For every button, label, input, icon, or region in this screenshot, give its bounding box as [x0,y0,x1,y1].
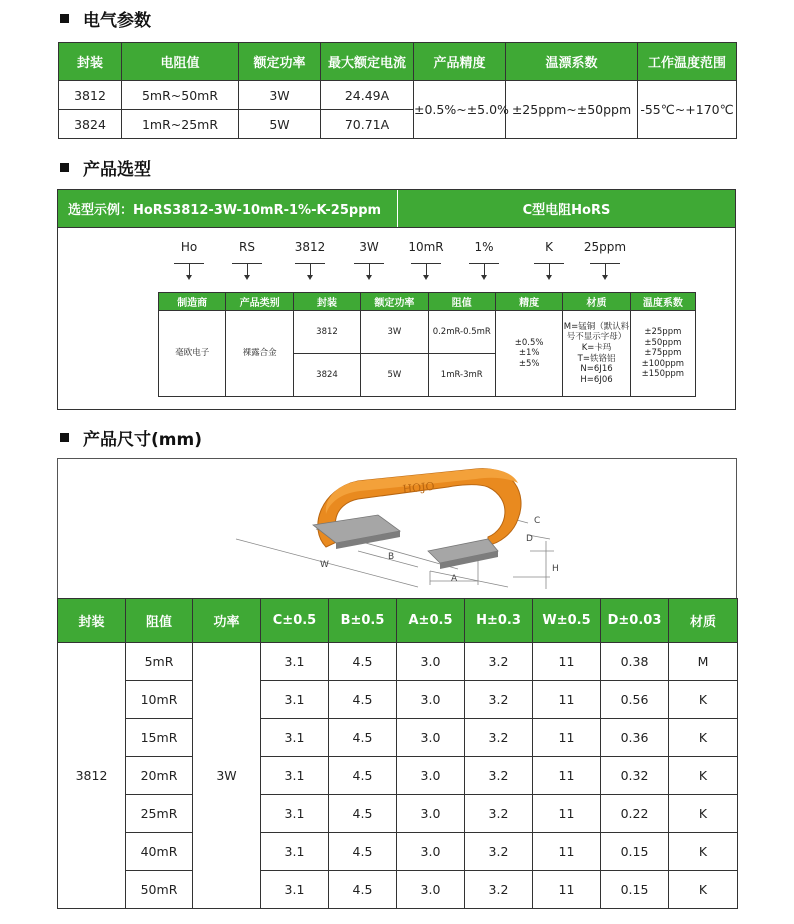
header-cell: A±0.5 [397,599,465,643]
table-cell: 3.1 [261,681,329,719]
table-cell: 24.49A [321,81,414,110]
bullet-square-icon [60,163,69,172]
table-cell: 4.5 [329,757,397,795]
arrow-down-icon [426,264,427,276]
header-cell: 材质 [563,293,630,311]
table-cell: 11 [533,643,601,681]
arrow-down-icon [369,264,370,276]
table-cell: 25mR [126,795,193,833]
code-segment [575,240,635,276]
table-row [58,681,738,719]
table-cell: 3.2 [465,871,533,909]
table-row [58,833,738,871]
arrow-down-icon [310,264,311,276]
tcr-list-cell [630,311,695,397]
table-row [58,757,738,795]
header-cell: 精度 [495,293,562,311]
table-cell: 3.2 [465,719,533,757]
precision-list-cell [495,311,562,397]
code-text: 25ppm [583,240,627,254]
dimensions-table [57,598,738,909]
table-cell: 40mR [126,833,193,871]
table-cell: 0.32 [601,757,669,795]
table-cell: 1mR-3mR [428,354,495,397]
dim-label-b: B [388,552,395,562]
table-cell: 11 [533,757,601,795]
list-item: ±150ppm [641,369,685,380]
table-cell: 3.2 [465,757,533,795]
table-cell: 3W [361,311,428,354]
arrow-down-icon [247,264,248,276]
table-cell: 0.56 [601,681,669,719]
material-list-cell [563,311,630,397]
section-title-selection [60,155,151,180]
header-cell: 工作温度范围 [638,43,737,81]
table-cell: 0.22 [601,795,669,833]
header-cell: 电阻值 [122,43,239,81]
arrow-down-icon [605,264,606,276]
code-segment [454,240,514,276]
selection-guide-box [57,189,736,410]
table-cell: 10mR [126,681,193,719]
table-cell: 0.15 [601,871,669,909]
table-cell: K [669,757,738,795]
header-cell: 温度系数 [630,293,695,311]
table-cell: K [669,871,738,909]
table-header-row [59,43,737,81]
table-cell: 0.2mR-0.5mR [428,311,495,354]
table-cell: 5mR~50mR [122,81,239,110]
header-cell: 额定功率 [361,293,428,311]
code-segment [396,240,456,276]
header-cell: 封装 [59,43,122,81]
code-segment [519,240,579,276]
list-item: M=锰铜（默认料号不显示字母）K=卡玛 [563,321,630,353]
section-title-text: 产品选型 [83,160,151,180]
table-cell: 20mR [126,757,193,795]
temp-range-cell: -55℃~+170℃ [638,81,737,139]
table-cell: 11 [533,871,601,909]
table-cell: 11 [533,795,601,833]
dim-label-c: C [534,516,541,526]
table-cell: 0.38 [601,643,669,681]
header-cell: 最大额定电流 [321,43,414,81]
table-cell: 3.0 [397,871,465,909]
table-cell: 3.0 [397,795,465,833]
list-item: ±50ppm [644,337,682,348]
table-cell: 3.1 [261,871,329,909]
power-cell: 3W [193,643,261,909]
table-cell: 3.1 [261,795,329,833]
table-cell: 4.5 [329,833,397,871]
table-cell: 15mR [126,719,193,757]
table-cell: 3812 [59,81,122,110]
header-cell: D±0.03 [601,599,669,643]
table-cell: K [669,833,738,871]
header-cell: W±0.5 [533,599,601,643]
table-cell: K [669,681,738,719]
list-item: ±5% [518,358,540,369]
code-segment [159,240,219,276]
table-cell: 50mR [126,871,193,909]
header-cell: 温漂系数 [506,43,638,81]
header-cell: 产品精度 [414,43,506,81]
selection-type-label: C型电阻HoRS [522,203,611,218]
table-row [58,643,738,681]
dimension-diagram-box [57,458,737,598]
list-item: ±0.5% [514,337,544,348]
table-cell: 3.0 [397,833,465,871]
code-text: 3812 [294,240,326,254]
dim-label-a: A [451,574,458,584]
table-cell: 3W [239,81,321,110]
table-cell: 4.5 [329,871,397,909]
category-cell: 裸露合金 [226,311,293,397]
table-cell: 5W [361,354,428,397]
dim-label-d: D [526,534,533,544]
maker-cell: 毫欧电子 [159,311,226,397]
header-cell: B±0.5 [329,599,397,643]
list-item: T=铁铬铝 [577,353,616,364]
header-cell: 封装 [293,293,360,311]
code-text: 1% [474,240,494,254]
table-cell: 3.0 [397,681,465,719]
selection-header [58,190,735,228]
package-cell: 3812 [58,643,126,909]
table-cell: 3.2 [465,681,533,719]
header-cell: 制造商 [159,293,226,311]
section-title-electrical [60,6,151,31]
table-cell: 3.2 [465,833,533,871]
table-row [58,795,738,833]
table-cell: 4.5 [329,795,397,833]
table-cell: 3.0 [397,719,465,757]
list-item: ±100ppm [641,358,685,369]
code-text: K [545,240,553,254]
arrow-down-icon [189,264,190,276]
table-row [59,81,737,110]
table-cell: 3812 [293,311,360,354]
table-cell: 11 [533,681,601,719]
table-row [58,871,738,909]
table-cell: 4.5 [329,719,397,757]
table-cell: 3.2 [465,643,533,681]
section-title-dimensions [60,425,202,450]
table-cell: 11 [533,833,601,871]
bullet-square-icon [60,14,69,23]
table-cell: 3.1 [261,757,329,795]
part-code-breakdown [58,240,735,290]
header-cell: 产品类别 [226,293,293,311]
header-cell: 封装 [58,599,126,643]
table-cell: 3.0 [397,757,465,795]
tcr-cell: ±25ppm~±50ppm [506,81,638,139]
header-cell: C±0.5 [261,599,329,643]
list-item: ±1% [518,348,540,359]
code-text: RS [239,240,255,254]
code-segment [280,240,340,276]
table-row [159,311,696,354]
table-cell: 3.2 [465,795,533,833]
table-cell: 3.1 [261,643,329,681]
list-item: ±25ppm [644,326,682,337]
selection-example: 选型示例：HoRS3812-3W-10mR-1%-K-25ppm [58,190,398,227]
table-cell: 70.71A [321,110,414,139]
table-cell: 5mR [126,643,193,681]
header-cell: 材质 [669,599,738,643]
bullet-square-icon [60,433,69,442]
header-cell: 阻值 [428,293,495,311]
code-text: 10mR [408,240,444,254]
table-cell: 11 [533,719,601,757]
table-cell: K [669,719,738,757]
code-text: Ho [180,240,198,254]
section-title-text: 电气参数 [83,11,151,31]
table-cell: M [669,643,738,681]
code-text: 3W [359,240,379,254]
section-title-text: 产品尺寸(mm) [83,430,202,450]
table-cell: 4.5 [329,643,397,681]
arrow-down-icon [484,264,485,276]
resistor-dimension-diagram [58,459,738,599]
code-segment [217,240,277,276]
code-segment [339,240,399,276]
header-cell: 额定功率 [239,43,321,81]
dim-label-h: H [552,564,559,574]
table-cell: K [669,795,738,833]
table-cell: 3824 [59,110,122,139]
selection-table [158,292,696,397]
electrical-params-table [58,42,737,139]
precision-cell: ±0.5%~±5.0% [414,81,506,139]
dim-label-w: W [320,560,329,570]
table-header-row [58,599,738,643]
list-item: ±75ppm [644,348,682,359]
table-cell: 5W [239,110,321,139]
table-cell: 1mR~25mR [122,110,239,139]
table-header-row [159,293,696,311]
list-item: N=6J16 [580,364,613,375]
table-row [58,719,738,757]
table-cell: 3.0 [397,643,465,681]
header-cell: 阻值 [126,599,193,643]
list-item: H=6J06 [580,374,613,385]
table-cell: 3.1 [261,719,329,757]
header-cell: 功率 [193,599,261,643]
table-cell: 3824 [293,354,360,397]
logo-text: HOJO [401,479,436,496]
table-cell: 4.5 [329,681,397,719]
table-cell: 0.36 [601,719,669,757]
header-cell: H±0.3 [465,599,533,643]
table-cell: 0.15 [601,833,669,871]
arrow-down-icon [549,264,550,276]
table-cell: 3.1 [261,833,329,871]
